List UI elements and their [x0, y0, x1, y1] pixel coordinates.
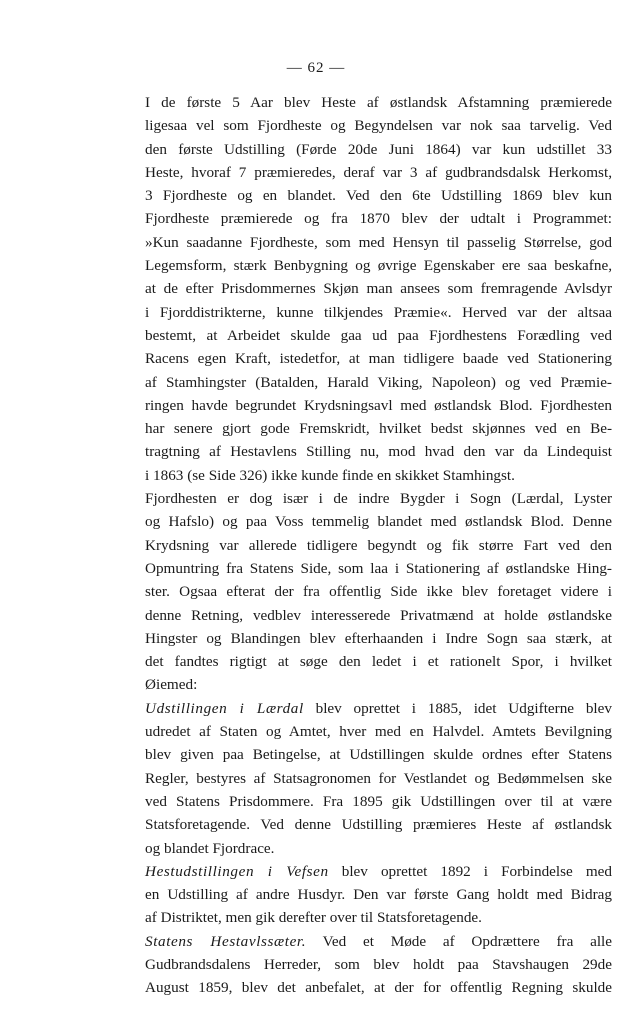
section-title-hestavlssaeter: Statens Hestavlssæter. — [145, 932, 307, 950]
text-line: ster. Ogsaa efterat der fra offentlig Side ikke blev foretaget videre i — [145, 583, 612, 601]
text-body — [103, 91, 612, 1000]
paragraph-vefsen — [103, 860, 612, 930]
text-line: ved Statens Prisdommere. Fra 1895 gik Udstillingen over til at være — [145, 792, 612, 810]
text-line: udredet af Staten og Amtet, hver med en Halvdel. Amtets Bevilgning — [145, 723, 612, 741]
text-line: Hingster og Blandingen blev efterhaanden i Indre Sogn saa stærk, at — [145, 629, 612, 647]
text-line: i 1863 (se Side 326) ikke kunde finde en skikket Stamhingst. — [145, 466, 515, 484]
text-line: tragtning af Hestavlens Stilling nu, mod hvad den var da Lindequist — [145, 443, 612, 461]
text-line-rest: blev oprettet 1892 i Forbindelse med — [328, 862, 612, 880]
text-line: blev given paa Betingelse, at Udstillingen skulde ordnes efter Statens — [145, 746, 612, 764]
text-line: August 1859, blev det anbefalet, at der for offentlig Regning skulde — [145, 979, 612, 997]
text-line: og blandet Fjordrace. — [145, 839, 275, 857]
text-line: i Fjorddistrikterne, kunne tilkjendes Præmie«. Herved var der altsaa — [145, 303, 612, 321]
text-line: Gudbrandsdalens Herreder, som blev holdt paa Stavshaugen 29de — [145, 955, 612, 973]
page-number: — 62 — — [286, 60, 346, 76]
text-line: Fjordheste præmierede og fra 1870 blev der udtalt i Programmet: — [145, 210, 612, 228]
text-line-rest: blev oprettet i 1885, idet Udgifterne blev — [303, 699, 612, 717]
text-line: Øiemed: — [145, 676, 198, 694]
text-line: en Udstilling af andre Husdyr. Den var første Gang holdt med Bidrag — [145, 886, 612, 904]
text-line: ligesaa vel som Fjordheste og Begyndelsen var nok saa tarvelig. Ved — [145, 117, 612, 135]
text-line: 3 Fjordheste og en blandet. Ved den 6te Udstilling 1869 blev kun — [145, 187, 612, 205]
text-line: Regler, bestyres af Statsagronomen for Vestlandet og Bedømmelsen ske — [145, 769, 612, 787]
text-line — [103, 860, 612, 883]
text-line: Racens egen Kraft, istedetfor, at man tidligere baade ved Stationering — [145, 350, 612, 368]
text-line: Legemsform, stærk Benbygning og øvrige Egenskaber ere saa beskafne, — [145, 257, 612, 275]
text-line: ringen havde begrundet Krydsningsavl med østlandsk Blod. Fjordhesten — [145, 396, 612, 414]
text-line: denne Retning, vedblev interesserede Privatmænd at holde østlandske — [145, 606, 612, 624]
paragraph-hestavlssaeter — [103, 930, 612, 1000]
section-title-lerdal: Udstillingen i Lærdal — [145, 699, 304, 717]
text-line: »Kun saadanne Fjordheste, som med Hensyn til passelig Størrelse, god — [145, 233, 612, 251]
text-line — [103, 930, 612, 953]
text-line: Fjordhesten er dog især i de indre Bygder i Sogn (Lærdal, Lyster — [145, 490, 612, 508]
paragraph-1 — [103, 91, 612, 487]
paragraph-lerdal — [103, 697, 612, 860]
text-line: Krydsning var allerede tidligere begyndt og fik større Fart ved den — [145, 536, 612, 554]
text-line: Heste, hvoraf 7 præmieredes, deraf var 3 af gudbrandsdalsk Herkomst, — [145, 163, 612, 181]
text-line: I de første 5 Aar blev Heste af østlandsk Afstamning præmierede — [145, 94, 612, 111]
text-line: Statsforetagende. Ved denne Udstilling præmieres Heste af østlandsk — [145, 816, 612, 834]
text-line: Opmuntring fra Statens Side, som laa i Stationering af østlandske Hing- — [145, 559, 612, 577]
paragraph-2 — [103, 487, 612, 697]
text-line: af Distriktet, men gik derefter over til Statsforetagende. — [145, 909, 482, 927]
text-line: af Stamhingster (Batalden, Harald Viking, Napoleon) og ved Præmie- — [145, 373, 612, 391]
text-line: det fandtes rigtigt at søge den ledet i et rationelt Spor, i hvilket — [145, 653, 612, 671]
text-line: bestemt, at Arbeidet skulde gaa ud paa Fjordhestens Forædling ved — [145, 326, 612, 344]
text-line-rest: Ved et Møde af Opdrættere fra alle — [306, 932, 612, 950]
text-line: og Hafslo) og paa Voss temmelig blandet med østlandsk Blod. Denne — [145, 513, 612, 531]
text-line: at de efter Prisdommernes Skjøn man ansees som fremragende Avlsdyr — [145, 280, 612, 298]
text-line: den første Udstilling (Førde 20de Juni 1864) var kun udstillet 33 — [145, 140, 612, 158]
section-title-vefsen: Hestudstillingen i Vefsen — [145, 862, 329, 880]
text-line: har senere gjort gode Fremskridt, hvilket bedst skjønnes ved en Be- — [145, 420, 612, 438]
text-line — [103, 697, 612, 720]
